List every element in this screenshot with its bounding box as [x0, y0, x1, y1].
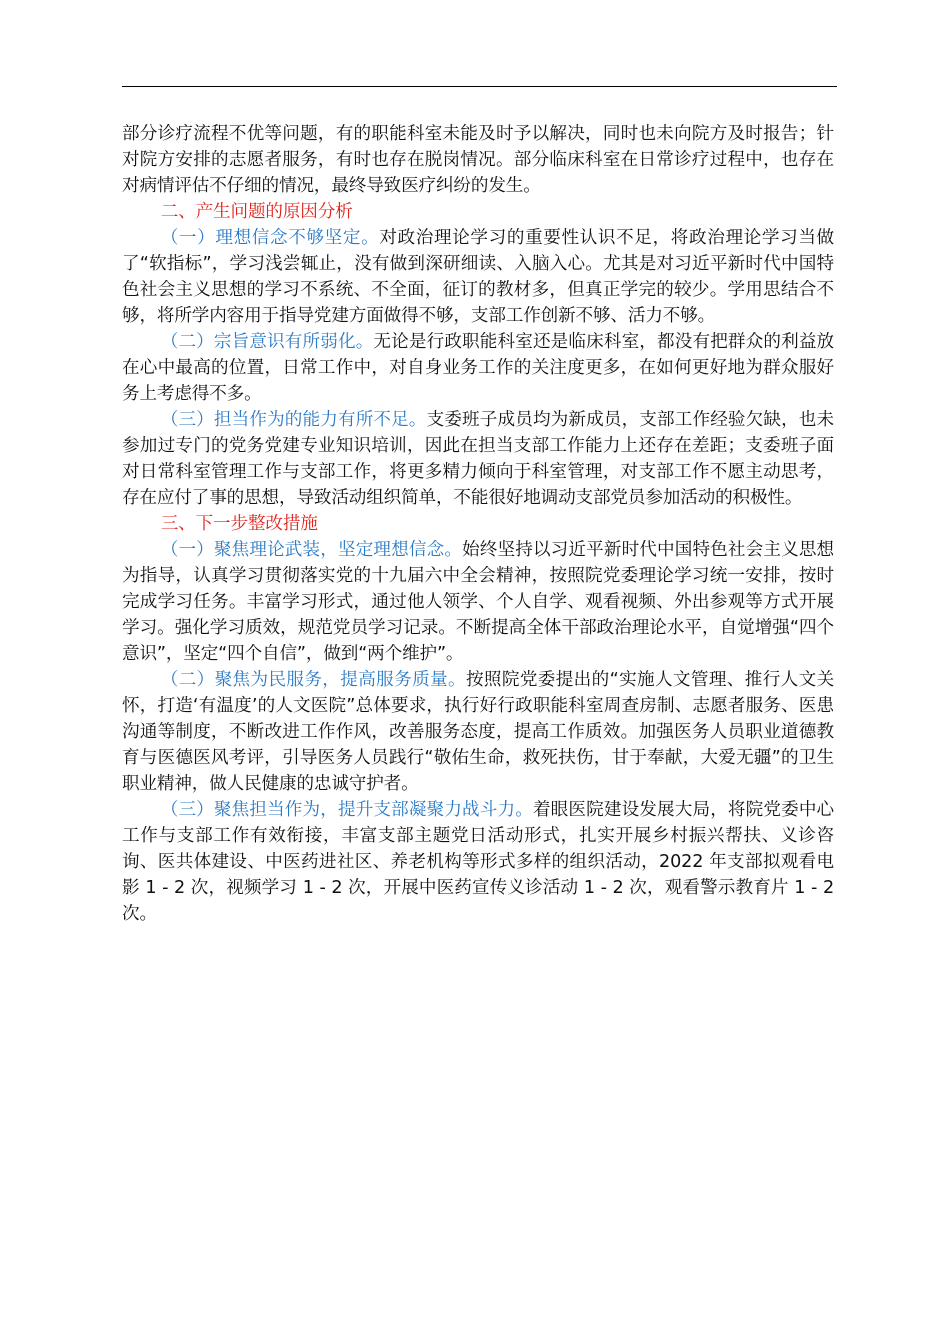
header-rule [122, 86, 837, 87]
paragraph-3-1 [122, 537, 834, 667]
body-3-3: 着眼医院建设发展大局，将院党委中心工作与支部工作有效衔接，丰富支部主题党日活动形式，扎实开展乡村振兴帮扶、义诊咨询、医共体建设、中医药进社区、养老机构等形式多样的组织活动，2022 年支部拟观看电影 1 - 2 次，视频学习 1 - 2 次，开展中医药宣传义诊活动 1 - 2 次，观看警示教育片 1 - 2 次。 [122, 800, 834, 924]
paragraph-2-3 [122, 407, 834, 511]
subheading-2-3: （三）担当作为的能力有所不足。 [160, 410, 427, 430]
section-heading-3: 三、下一步整改措施 [160, 514, 318, 534]
paragraph-2-1 [122, 225, 834, 329]
intro-paragraph: 部分诊疗流程不优等问题，有的职能科室未能及时予以解决，同时也未向院方及时报告；针对院方安排的志愿者服务，有时也存在脱岗情况。部分临床科室在日常诊疗过程中，也存在对病情评估不仔细的情况，最终导致医疗纠纷的发生。 [122, 124, 834, 196]
body-2-3: 支委班子成员均为新成员，支部工作经验欠缺，也未参加过专门的党务党建专业知识培训，因此在担当支部工作能力上还存在差距；支委班子面对日常科室管理工作与支部工作，将更多精力倾向于科室管理，对支部工作不愿主动思考，存在应付了事的思想，导致活动组织简单，不能很好地调动支部党员参加活动的积极性。 [122, 410, 834, 508]
paragraph-3-3 [122, 797, 834, 927]
subheading-2-2: （二）宗旨意识有所弱化。 [160, 332, 374, 352]
subheading-3-2: （二）聚焦为民服务，提高服务质量。 [160, 670, 466, 690]
document-body [122, 121, 834, 927]
body-2-2: 无论是行政职能科室还是临床科室，都没有把群众的利益放在心中最高的位置，日常工作中，对自身业务工作的关注度更多，在如何更好地为群众服好务上考虑得不多。 [122, 332, 834, 404]
paragraph-2-2 [122, 329, 834, 407]
subheading-2-1: （一）理想信念不够坚定。 [160, 228, 380, 248]
body-2-1: 对政治理论学习的重要性认识不足，将政治理论学习当做了“软指标”，学习浅尝辄止，没有做到深研细读、入脑入心。尤其是对习近平新时代中国特色社会主义思想的学习不系统、不全面，征订的教材多，但真正学完的较少。学用思结合不够，将所学内容用于指导党建方面做得不够，支部工作创新不够、活力不够。 [122, 228, 834, 326]
subheading-3-1: （一）聚焦理论武装，坚定理想信念。 [160, 540, 463, 560]
paragraph-3-2 [122, 667, 834, 797]
section-heading-2: 二、产生问题的原因分析 [160, 202, 353, 222]
body-3-1: 始终坚持以习近平新时代中国特色社会主义思想为指导，认真学习贯彻落实党的十九届六中全会精神，按照院党委理论学习统一安排，按时完成学习任务。丰富学习形式，通过他人领学、个人自学、观看视频、外出参观等方式开展学习。强化学习质效，规范党员学习记录。不断提高全体干部政治理论水平，自觉增强“四个意识”，坚定“四个自信”，做到“两个维护”。 [122, 540, 834, 664]
subheading-3-3: （三）聚焦担当作为，提升支部凝聚力战斗力。 [160, 800, 533, 820]
body-3-2: 按照院党委提出的“实施人文管理、推行人文关怀，打造‘有温度’的人文医院”总体要求，执行好行政职能科室周查房制、志愿者服务、医患沟通等制度，不断改进工作作风，改善服务态度，提高工作质效。加强医务人员职业道德教育与医德医风考评，引导医务人员践行“敬佑生命，救死扶伤，甘于奉献，大爱无疆”的卫生职业精神，做人民健康的忠诚守护者。 [122, 670, 835, 794]
